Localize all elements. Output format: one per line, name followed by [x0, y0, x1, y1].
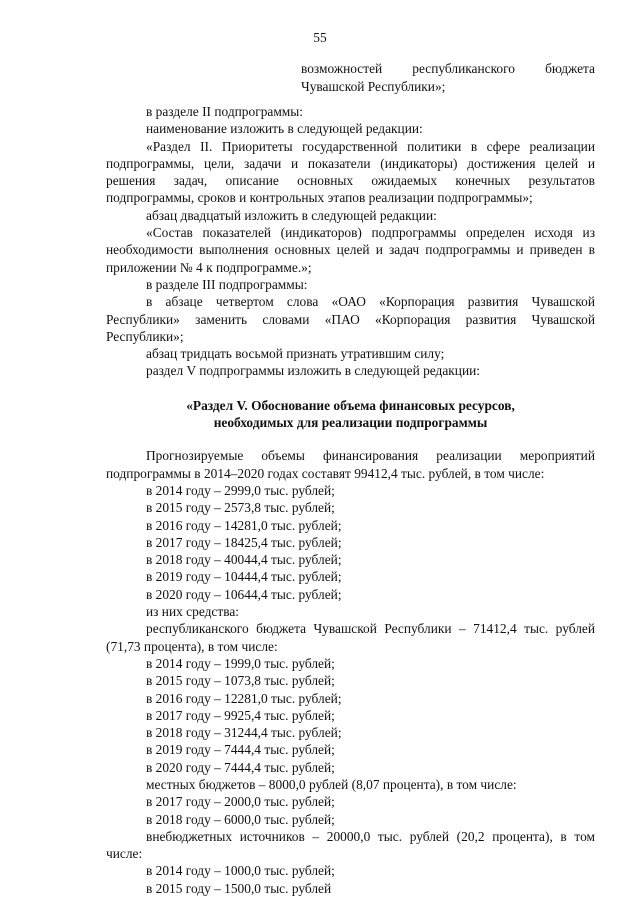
financing-list: [106, 447, 595, 897]
paragraph: абзац тридцать восьмой признать утратившим силу;: [146, 346, 445, 362]
paragraph: раздел V подпрограммы изложить в следующей редакции:: [146, 363, 481, 379]
paragraph: из них средства:: [146, 604, 240, 620]
paragraph: в 2015 году – 1500,0 тыс. рублей: [146, 880, 332, 896]
paragraph: в разделе II подпрограммы:: [146, 104, 303, 119]
paragraph: местных бюджетов – 8000,0 рублей (8,07 процента), в том числе:: [146, 776, 517, 792]
paragraph: в 2015 году – 1073,8 тыс. рублей;: [146, 673, 335, 689]
paragraph: в 2017 году – 18425,4 тыс. рублей;: [146, 534, 342, 550]
paragraph: в 2017 году – 9925,4 тыс. рублей;: [146, 707, 335, 723]
paragraph: в 2018 году – 40044,4 тыс. рублей;: [146, 552, 342, 568]
paragraph: в 2020 году – 10644,4 тыс. рублей;: [146, 586, 342, 602]
paragraph: в 2018 году – 31244,4 тыс. рублей;: [146, 725, 342, 741]
paragraph: республиканского бюджета Чувашской Республики – 71412,4 тыс. рублей (71,73 процента), в том числе:: [106, 621, 595, 654]
paragraph: в 2017 году – 2000,0 тыс. рублей;: [146, 794, 335, 810]
section-heading: [106, 397, 595, 432]
paragraph: в 2016 году – 12281,0 тыс. рублей;: [146, 690, 342, 706]
paragraph: в 2015 году – 2573,8 тыс. рублей;: [146, 500, 335, 516]
heading-line-1: «Раздел V. Обоснование объема финансовых ресурсов,: [186, 397, 515, 413]
document-body: [106, 103, 595, 897]
paragraph: абзац двадцатый изложить в следующей редакции:: [146, 207, 437, 223]
paragraph: в 2016 году – 14281,0 тыс. рублей;: [146, 517, 342, 533]
heading-line-2: необходимых для реализации подпрограммы: [213, 415, 488, 431]
paragraph: в разделе III подпрограммы:: [146, 276, 308, 292]
paragraph: в 2014 году – 1999,0 тыс. рублей;: [146, 655, 335, 671]
paragraph: в 2018 году – 6000,0 тыс. рублей;: [146, 811, 335, 827]
page-number: 55: [313, 30, 327, 45]
paragraph: в 2020 году – 7444,4 тыс. рублей;: [146, 759, 335, 775]
paragraph: «Раздел II. Приоритеты государственной политики в сфере реализации подпрограммы, цели, задачи и показатели (индикаторы) достижения целей и решения задач, описание основных ожидаемых конечных результатов подпрограммы, сроков и контрольных этапов реализации подпрограммы»;: [106, 138, 595, 206]
paragraph: в абзаце четвертом слова «ОАО «Корпорация развития Чувашской Республики» заменить словами «ПАО «Корпорация развития Чувашской Республики»;: [106, 294, 595, 344]
paragraph: в 2014 году – 2999,0 тыс. рублей;: [146, 482, 335, 498]
paragraph: «Состав показателей (индикаторов) подпрограммы определен исходя из необходимости выполнения основных целей и задач подпрограммы и приведен в приложении № 4 к подпрограмме.»;: [106, 225, 595, 275]
top-fragment: возможностей республиканского бюджета Чувашской Республики»;: [301, 61, 595, 94]
paragraph: в 2019 году – 7444,4 тыс. рублей;: [146, 742, 335, 758]
amendments-list: [106, 103, 595, 380]
paragraph: в 2019 году – 10444,4 тыс. рублей;: [146, 569, 342, 585]
paragraph: наименование изложить в следующей редакции:: [146, 121, 423, 137]
paragraph: в 2014 году – 1000,0 тыс. рублей;: [146, 863, 335, 879]
paragraph: внебюджетных источников – 20000,0 тыс. рублей (20,2 процента), в том числе:: [106, 828, 595, 862]
paragraph: Прогнозируемые объемы финансирования реализации мероприятий подпрограммы в 2014–2020 годах составят 99412,4 тыс. рублей, в том числе:: [106, 448, 595, 481]
